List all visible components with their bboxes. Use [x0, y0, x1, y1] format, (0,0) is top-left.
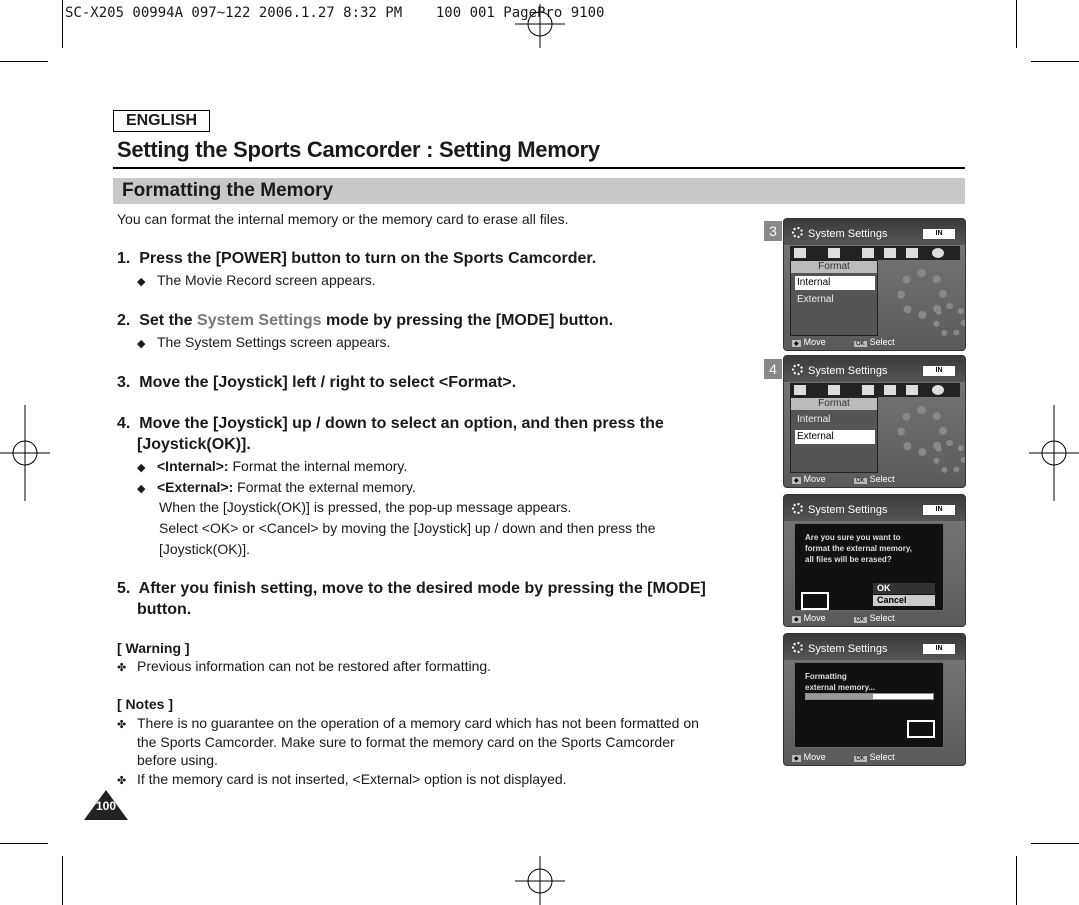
screen-format-internal [783, 218, 966, 351]
screen-footer: ◆ Move OK Select [794, 337, 895, 347]
step-text: Set the [139, 312, 198, 329]
step-4-cont: [Joystick(OK)]. [137, 436, 251, 453]
option-internal[interactable]: Internal [797, 414, 831, 425]
bullet-text: Format the external memory. [233, 479, 416, 495]
page-title: Setting the Sports Camcorder : Setting Memory [117, 137, 600, 162]
language-label: ENGLISH [113, 110, 210, 132]
crop-mark [1031, 61, 1079, 62]
screen-formatting-progress [783, 633, 966, 766]
option-key: <Internal>: [157, 458, 229, 474]
option-key: <External>: [157, 479, 234, 495]
screen-title: System Settings [808, 365, 888, 377]
step-1 [117, 249, 596, 269]
note-text: There is no guarantee on the operation of a memory card which has not been formatted on [137, 715, 699, 731]
step-number: 2. [117, 312, 131, 329]
step-number: 1. [117, 250, 131, 267]
step-number: 5. [117, 580, 131, 597]
memory-card-icon [801, 592, 829, 610]
step-text: mode by pressing the [MODE] button. [321, 312, 614, 329]
progress-dialog [794, 662, 944, 748]
screen-footer: ◆ Move OK Select [794, 613, 895, 623]
crop-mark [0, 843, 48, 844]
screen-step-number: 4 [764, 359, 782, 379]
registration-mark-right [1029, 405, 1079, 501]
note-cont: the Sports Camcorder. Make sure to format the memory card on the Sports Camcorder [137, 734, 675, 750]
progress-fill [806, 694, 873, 699]
note-cont: before using. [137, 752, 218, 768]
menu-icon-row [790, 383, 960, 397]
warning-heading: [ Warning ] [117, 640, 190, 656]
diamond-icon: ◆ [137, 462, 146, 474]
print-header: SC-X205 00994A 097~122 2006.1.27 8:32 PM 100 001 PagePro 9100 [65, 5, 605, 21]
crop-mark [1031, 843, 1079, 844]
warning-text: Previous information can not be restored after formatting. [137, 658, 492, 674]
cross-icon: ✤ [117, 775, 127, 787]
diamond-icon: ◆ [137, 483, 146, 495]
step-number: 3. [117, 374, 131, 391]
step-number: 4. [117, 415, 131, 432]
memory-badge: IN [923, 366, 955, 376]
step-text: Move the [Joystick] up / down to select an option, and then press the [139, 415, 664, 432]
option-internal[interactable]: Internal [795, 276, 875, 290]
title-divider [113, 167, 965, 169]
crop-mark [1016, 0, 1017, 48]
bullet-cont: Select <OK> or <Cancel> by moving the [Joystick] up / down and then press the [159, 520, 656, 536]
screen-footer: ◆ Move OK Select [794, 752, 895, 762]
screen-title: System Settings [808, 228, 888, 240]
memory-badge: IN [923, 644, 955, 654]
joystick-icon: ◆ [794, 478, 799, 484]
confirm-dialog [794, 523, 944, 611]
step-3 [117, 373, 516, 393]
section-title: Formatting the Memory [122, 180, 334, 201]
diamond-icon: ◆ [137, 276, 146, 288]
step-5 [117, 579, 706, 599]
format-menu [790, 397, 878, 473]
cross-icon: ✤ [117, 719, 127, 731]
bullet-item [137, 270, 376, 292]
option-external[interactable]: External [795, 430, 875, 444]
memory-badge: IN [923, 229, 955, 239]
note-item [117, 769, 567, 791]
ok-key-icon: OK [856, 756, 865, 762]
notes-heading: [ Notes ] [117, 696, 173, 712]
step-2 [117, 311, 613, 331]
bullet-cont: When the [Joystick(OK)] is pressed, the pop-up message appears. [159, 499, 572, 515]
bullet-item [137, 477, 416, 499]
screen-confirm-popup [783, 494, 966, 627]
screen-step-number: 3 [764, 221, 782, 241]
menu-title: Format [791, 261, 877, 273]
registration-mark-bottom [515, 856, 565, 905]
note-text: If the memory card is not inserted, <External> option is not displayed. [137, 771, 567, 787]
crop-mark [1016, 856, 1017, 905]
screen-format-external [783, 355, 966, 488]
joystick-icon: ◆ [794, 617, 799, 623]
step-5-cont: button. [137, 601, 192, 618]
gear-icon [933, 440, 966, 474]
crop-mark [62, 0, 63, 48]
ok-key-icon: OK [856, 478, 865, 484]
memory-badge: IN [923, 505, 955, 515]
crop-mark [62, 856, 63, 905]
confirm-message: Are you sure you want to format the external memory, all files will be erased? [805, 533, 912, 564]
crop-mark [0, 61, 48, 62]
warning-item [117, 656, 491, 678]
bullet-text: The Movie Record screen appears. [157, 272, 376, 288]
screen-title: System Settings [808, 504, 888, 516]
gear-icon [933, 303, 966, 337]
memory-card-icon [907, 720, 935, 738]
registration-mark-left [0, 405, 50, 501]
registration-mark-top [515, 4, 565, 48]
menu-title: Format [791, 398, 877, 410]
progress-message: Formatting external memory... [805, 672, 876, 692]
option-external[interactable]: External [797, 294, 834, 305]
bullet-item [137, 456, 407, 478]
bullet-text: The System Settings screen appears. [157, 334, 391, 350]
bullet-text: Format the internal memory. [228, 458, 408, 474]
format-menu [790, 260, 878, 336]
step-text: Press the [POWER] button to turn on the Sports Camcorder. [139, 250, 597, 267]
step-text: Move the [Joystick] left / right to select <Format>. [139, 374, 517, 391]
cancel-option[interactable]: Cancel [873, 595, 935, 606]
joystick-icon: ◆ [794, 756, 799, 762]
screen-title: System Settings [808, 643, 888, 655]
mode-highlight: System Settings [197, 312, 322, 329]
step-4 [117, 414, 664, 434]
screen-footer: ◆ Move OK Select [794, 474, 895, 484]
menu-icon-row [790, 246, 960, 260]
page-number: 100 [95, 799, 117, 813]
gear-icon [792, 364, 803, 375]
progress-bar [805, 693, 934, 700]
diamond-icon: ◆ [137, 338, 146, 350]
ok-key-icon: OK [856, 341, 865, 347]
intro-text: You can format the internal memory or the memory card to erase all files. [117, 211, 569, 227]
cross-icon: ✤ [117, 662, 127, 674]
ok-key-icon: OK [856, 617, 865, 623]
joystick-icon: ◆ [794, 341, 799, 347]
bullet-cont: [Joystick(OK)]. [159, 541, 251, 557]
gear-icon [792, 503, 803, 514]
gear-icon [792, 642, 803, 653]
step-text: After you finish setting, move to the desired mode by pressing the [MODE] [138, 580, 706, 597]
gear-icon [792, 227, 803, 238]
bullet-item [137, 332, 390, 354]
ok-option[interactable]: OK [873, 583, 935, 594]
